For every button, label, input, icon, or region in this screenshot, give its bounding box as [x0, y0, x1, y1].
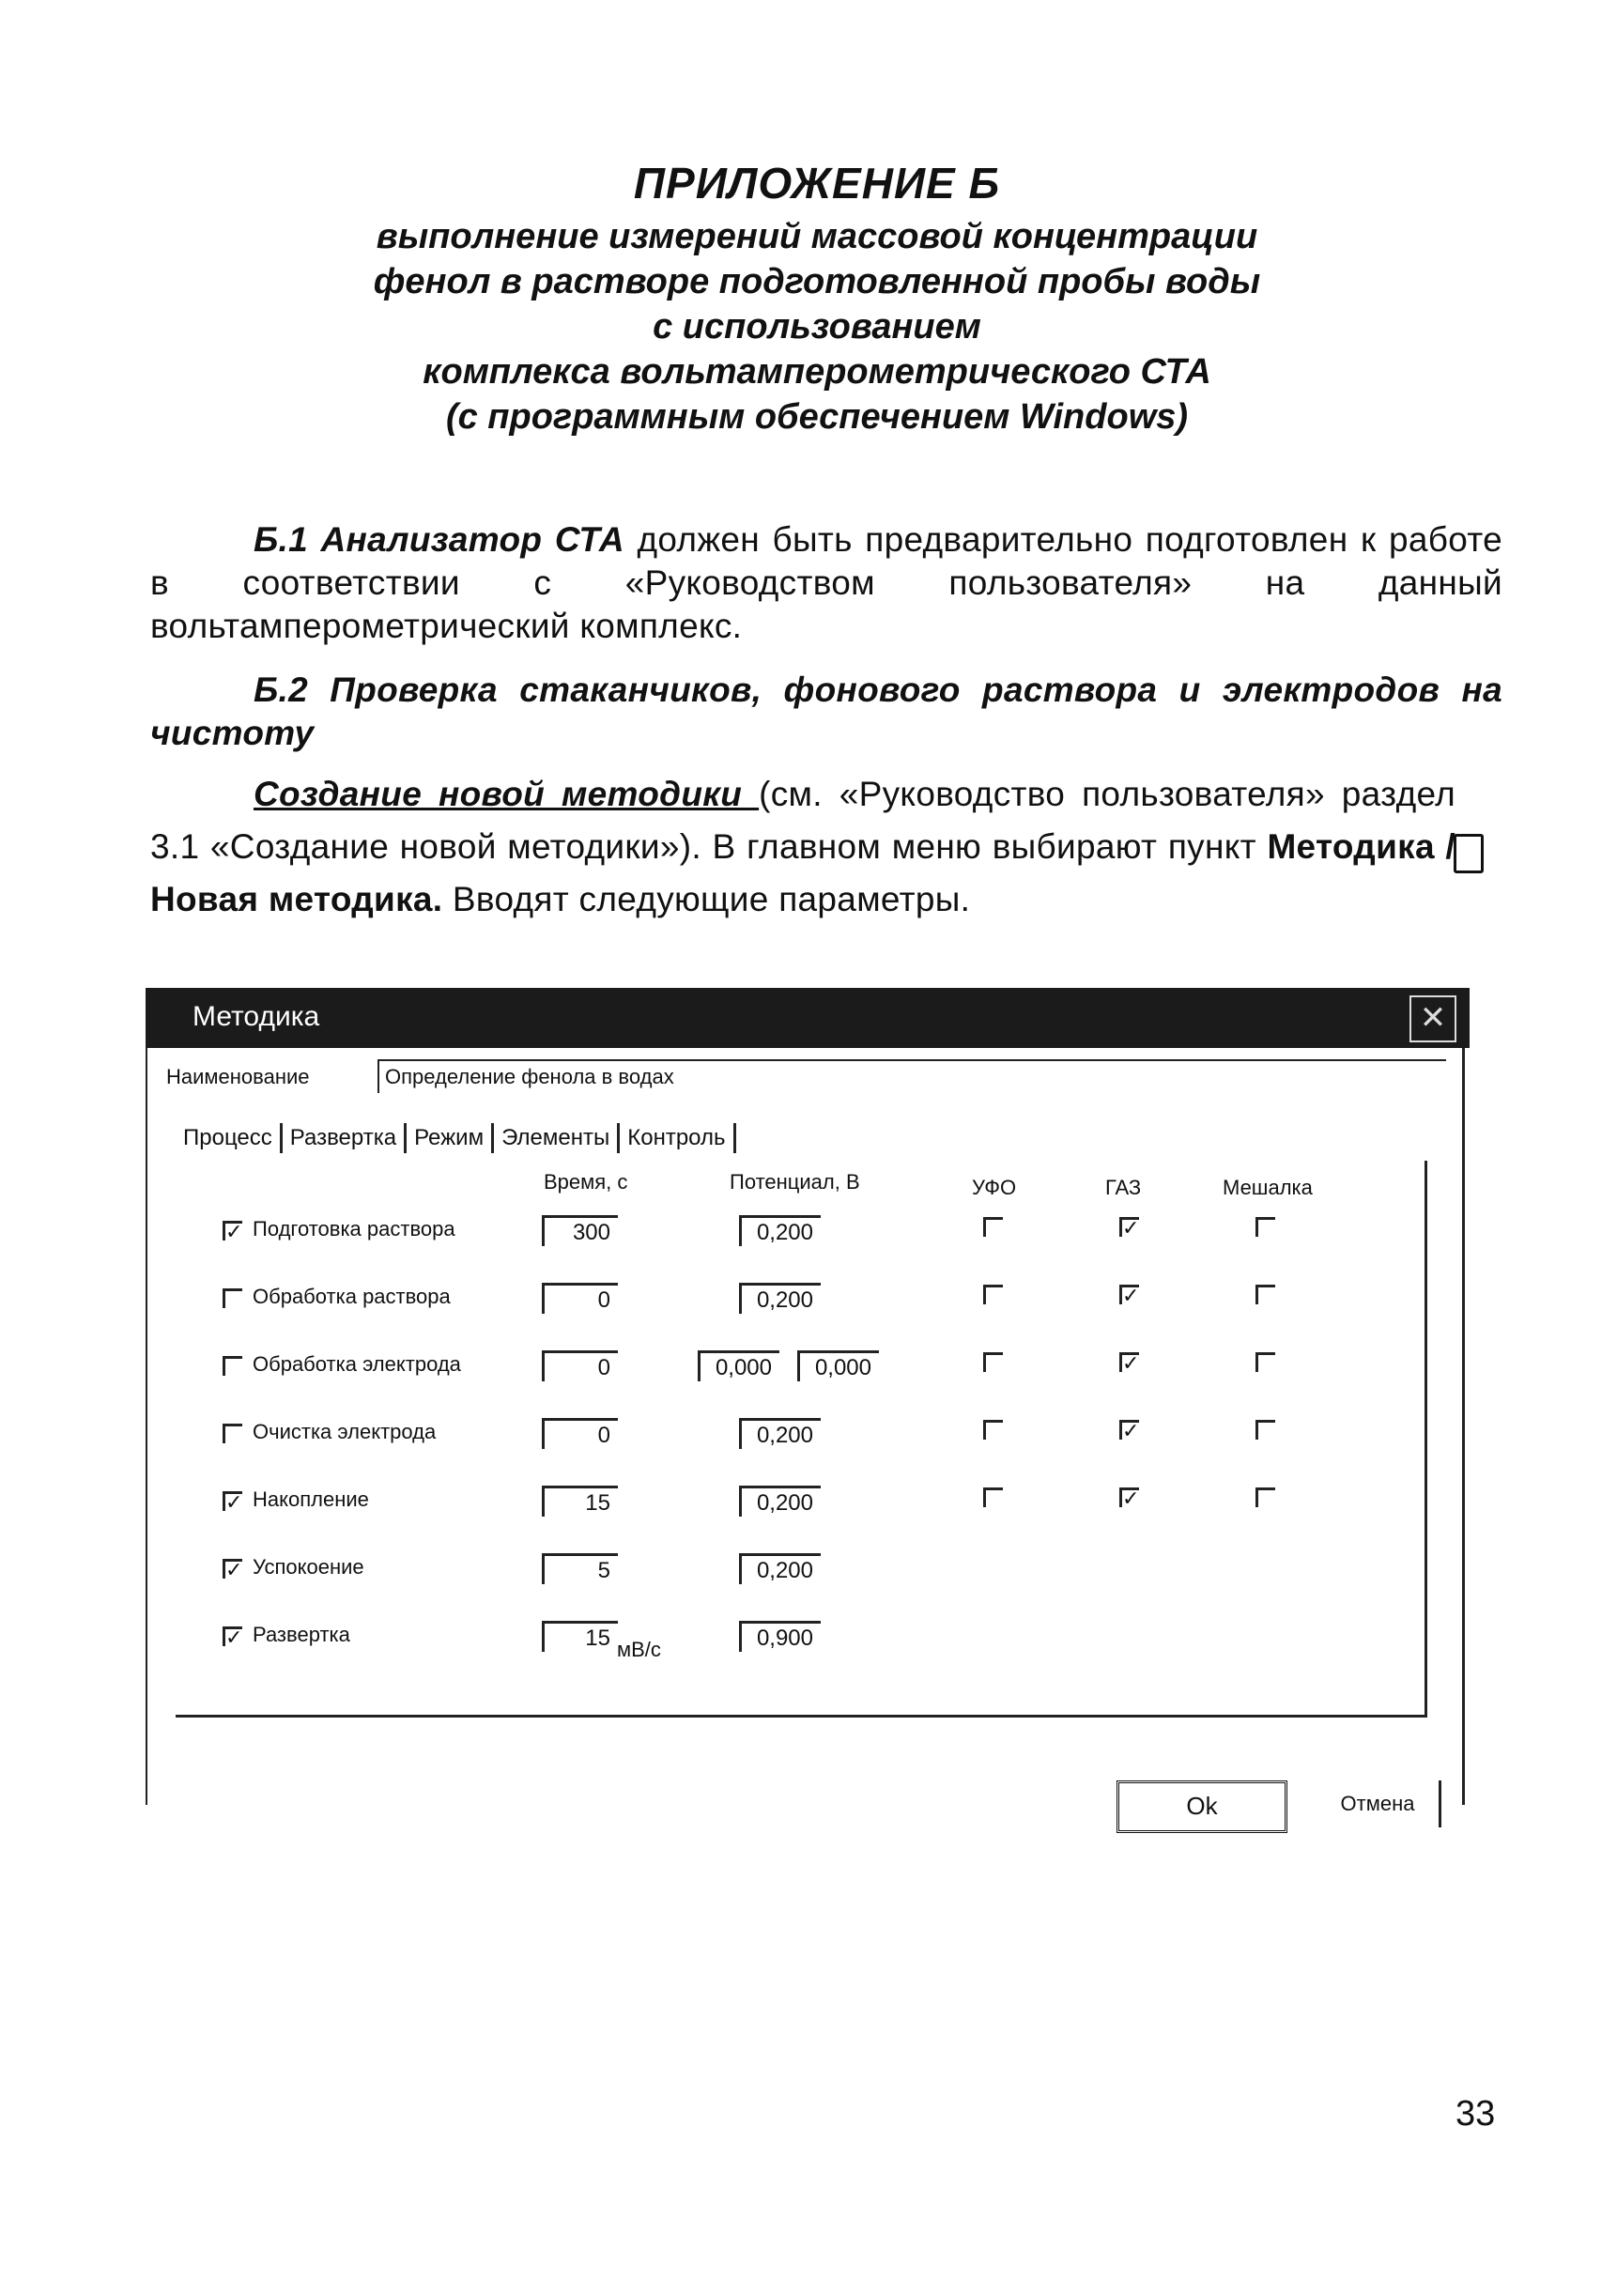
column-ufo: УФО — [972, 1176, 1017, 1199]
mixer-checkbox[interactable] — [1255, 1217, 1275, 1237]
step-label: Развертка — [253, 1623, 350, 1646]
time-input[interactable]: 15 — [542, 1486, 618, 1517]
ok-button[interactable]: Ok — [1116, 1780, 1287, 1833]
menu-path: Методика / Новая методика. — [150, 827, 1455, 918]
step-checkbox[interactable] — [223, 1356, 242, 1376]
tab-elements[interactable]: Элементы — [494, 1123, 620, 1153]
mixer-checkbox[interactable] — [1255, 1285, 1275, 1304]
time-input[interactable]: 5 — [542, 1553, 618, 1584]
process-panel — [176, 1161, 1427, 1718]
section-1-lead: Анализатор СТА — [320, 520, 624, 559]
section-2-heading-text: Б.2 Проверка стаканчиков, фонового раствора и электродов на чистоту — [150, 670, 1502, 752]
section-2-text: (см. «Руководство пользователя» раздел 3.1 «Создание новой методики»). В главном меню выбирают пункт — [150, 775, 1455, 866]
page-number: 33 — [1455, 2094, 1496, 2134]
process-row — [176, 1283, 1396, 1320]
step-label: Обработка электрода — [253, 1352, 461, 1376]
process-row — [176, 1621, 1396, 1661]
step-checkbox[interactable]: ✓ — [223, 1491, 242, 1511]
column-time: Время, с — [544, 1170, 628, 1194]
section-1-text: должен быть предварительно подготовлен к работе в соответствии с «Руководством пользователя» на данный вольтамперометрический комплекс. — [150, 520, 1502, 645]
process-row — [176, 1486, 1396, 1523]
time-input[interactable]: 0 — [542, 1418, 618, 1449]
ufo-checkbox[interactable] — [983, 1352, 1003, 1372]
step-label: Успокоение — [253, 1555, 364, 1579]
close-icon: ✕ — [1419, 1000, 1447, 1036]
section-2-paragraph — [150, 768, 1455, 926]
process-row — [176, 1418, 1396, 1456]
name-label: Наименование — [166, 1065, 310, 1088]
ufo-checkbox[interactable] — [983, 1420, 1003, 1440]
appendix-title: ПРИЛОЖЕНИЕ Б — [633, 159, 1001, 208]
potential-input[interactable]: 0,200 — [739, 1215, 821, 1246]
time-input[interactable]: 300 — [542, 1215, 618, 1246]
tab-bar — [176, 1123, 736, 1153]
mixer-checkbox[interactable] — [1255, 1420, 1275, 1440]
section-1-number: Б.1 — [254, 520, 308, 559]
potential-input[interactable]: 0,200 — [739, 1283, 821, 1314]
gas-checkbox[interactable]: ✓ — [1119, 1420, 1139, 1440]
potential-input[interactable]: 0,200 — [739, 1553, 821, 1584]
cancel-button[interactable]: Отмена — [1317, 1780, 1441, 1827]
dialog-body — [146, 1048, 1465, 1820]
tab-process[interactable]: Процесс — [176, 1123, 283, 1153]
time-input[interactable]: 15 — [542, 1621, 618, 1652]
gas-checkbox[interactable]: ✓ — [1119, 1352, 1139, 1372]
column-potential: Потенциал, В — [730, 1170, 860, 1194]
gas-checkbox[interactable]: ✓ — [1119, 1285, 1139, 1304]
close-button[interactable] — [1409, 995, 1456, 1042]
step-label: Обработка раствора — [253, 1285, 451, 1308]
subtitle-line: выполнение измерений массовой концентрации — [376, 217, 1258, 256]
step-checkbox[interactable] — [223, 1288, 242, 1308]
dialog-titlebar[interactable] — [146, 988, 1470, 1048]
gas-checkbox[interactable]: ✓ — [1119, 1217, 1139, 1237]
window-title: Методика — [192, 1001, 320, 1032]
tab-mode[interactable]: Режим — [407, 1123, 494, 1153]
step-checkbox[interactable]: ✓ — [223, 1221, 242, 1240]
ufo-checkbox[interactable] — [983, 1285, 1003, 1304]
potential-from-input[interactable]: 0,000 — [698, 1350, 779, 1381]
process-row — [176, 1553, 1396, 1591]
step-checkbox[interactable] — [223, 1424, 242, 1443]
gas-checkbox[interactable]: ✓ — [1119, 1487, 1139, 1507]
step-label: Подготовка раствора — [253, 1217, 455, 1240]
tab-control[interactable]: Контроль — [620, 1123, 735, 1153]
potential-input[interactable]: 0,900 — [739, 1621, 821, 1652]
section-2-heading — [150, 669, 1502, 755]
section-1-paragraph — [150, 518, 1502, 648]
new-method-link[interactable]: Создание новой методики — [254, 775, 760, 813]
time-input[interactable]: 0 — [542, 1350, 618, 1381]
subtitle-line: комплекса вольтамперометрического СТА — [423, 352, 1211, 392]
method-dialog — [146, 988, 1470, 1820]
name-input[interactable]: Определение фенола в водах — [377, 1059, 1446, 1093]
process-row — [176, 1215, 1396, 1253]
step-checkbox[interactable]: ✓ — [223, 1559, 242, 1579]
column-gas: ГАЗ — [1105, 1176, 1142, 1199]
ufo-checkbox[interactable] — [983, 1487, 1003, 1507]
subtitle-line: фенол в растворе подготовленной пробы воды — [373, 262, 1261, 301]
potential-input[interactable]: 0,200 — [739, 1418, 821, 1449]
tab-sweep[interactable]: Развертка — [283, 1123, 407, 1153]
step-label: Очистка электрода — [253, 1420, 437, 1443]
column-mixer: Мешалка — [1223, 1176, 1313, 1199]
potential-input[interactable]: 0,200 — [739, 1486, 821, 1517]
section-2-tail: Вводят следующие параметры. — [442, 880, 971, 918]
step-checkbox[interactable]: ✓ — [223, 1626, 242, 1646]
potential-to-input[interactable]: 0,000 — [797, 1350, 879, 1381]
subtitle-line: с использованием — [653, 307, 981, 347]
mixer-checkbox[interactable] — [1255, 1352, 1275, 1372]
appendix-subtitle — [244, 214, 1390, 439]
document-icon — [1454, 834, 1484, 873]
mixer-checkbox[interactable] — [1255, 1487, 1275, 1507]
process-row — [176, 1350, 1396, 1388]
step-label: Накопление — [253, 1487, 369, 1511]
subtitle-line: (с программным обеспечением Windows) — [445, 397, 1189, 437]
ufo-checkbox[interactable] — [983, 1217, 1003, 1237]
time-input[interactable]: 0 — [542, 1283, 618, 1314]
rate-unit: мВ/с — [617, 1638, 661, 1661]
